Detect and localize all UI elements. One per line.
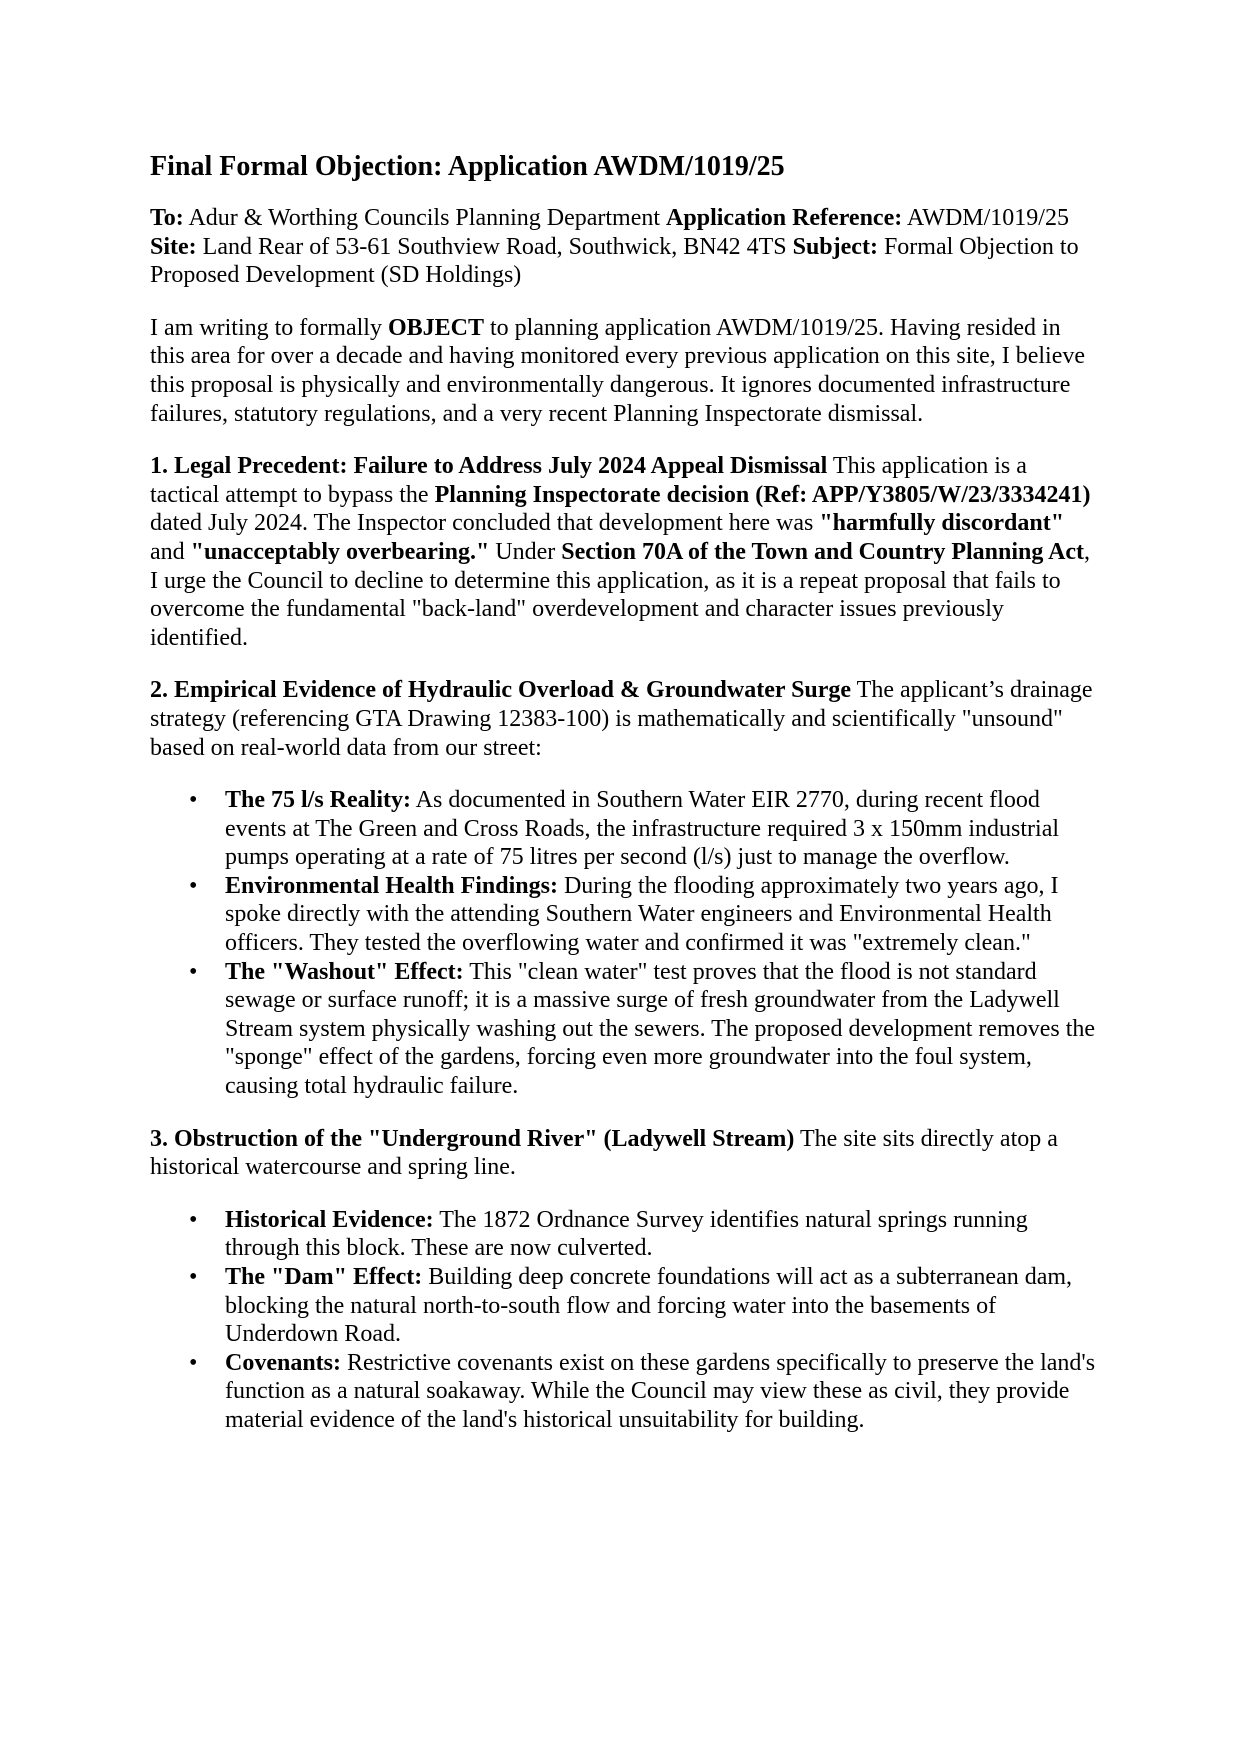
to-value: Adur & Worthing Councils Planning Department [183, 205, 667, 231]
to-label: To: [150, 205, 184, 231]
ref-value: AWDM/1019/25 [902, 205, 1069, 231]
list-item [189, 786, 1100, 872]
list-item [189, 1206, 1100, 1263]
bullet-icon: • [189, 1264, 198, 1290]
section-3-heading: 3. Obstruction of the "Underground River" (Ladywell Stream) [150, 1125, 795, 1152]
list-item-text: The 1872 Ordnance Survey identifies natural springs running through this block. These are now culverted. [225, 1206, 1028, 1262]
list-item-label: Covenants: [225, 1349, 342, 1376]
section-3-text: The site sits directly atop a historical watercourse and spring line. [150, 1125, 1058, 1181]
intro-paragraph [150, 314, 1100, 428]
section-2-paragraph [150, 676, 1100, 762]
section-2-text: The applicant’s drainage strategy (referencing GTA Drawing 12383-100) is mathematically and scientifically "unsound" based on real-world data from our street: [150, 677, 1093, 761]
intro-text-pre: I am writing to formally [150, 314, 388, 341]
section-1-text: This application is a tactical attempt to bypass the [150, 453, 1027, 508]
bullet-icon: • [189, 872, 198, 899]
header-block [150, 204, 1100, 290]
list-item-text: During the flooding approximately two years ago, I spoke directly with the attending Southern Water engineers and Environmental Health officers. They tested the overflowing water and confirmed it was "extremely clean." [225, 872, 1059, 957]
section-1-text: , I urge the Council to decline to determine this application, as it is a repeat proposal that fails to overcome the fundamental "back-land" overdevelopment and character issues previously identified. [150, 538, 1091, 651]
site-value: Land Rear of 53-61 Southview Road, Southwick, BN42 4TS [196, 233, 793, 260]
section-1-paragraph [150, 452, 1100, 652]
section-1-text: Under [489, 538, 562, 565]
list-item-label: Historical Evidence: [225, 1206, 434, 1233]
section-1-bold: "harmfully discordant" [819, 510, 1065, 537]
section-3-list [150, 1206, 1100, 1435]
section-2-heading: 2. Empirical Evidence of Hydraulic Overload & Groundwater Surge [150, 677, 852, 704]
intro-object-bold: OBJECT [387, 314, 484, 341]
ref-label: Application Reference: [666, 205, 903, 231]
subject-label: Subject: [792, 233, 878, 260]
list-item-label: The "Dam" Effect: [225, 1264, 423, 1290]
section-1-heading: 1. Legal Precedent: Failure to Address July 2024 Appeal Dismissal [150, 453, 828, 480]
section-2-list [150, 786, 1100, 1101]
section-1-text: dated July 2024. The Inspector concluded that development here was [150, 510, 820, 537]
bullet-icon: • [189, 958, 198, 985]
section-1-bold: Planning Inspectorate decision (Ref: APP/Y3805/W/23/3334241) [434, 481, 1091, 508]
bullet-icon: • [189, 787, 198, 814]
bullet-icon: • [189, 1206, 198, 1233]
bullet-icon: • [189, 1349, 198, 1376]
list-item [189, 958, 1100, 1101]
section-1-bold: Section 70A of the Town and Country Planning Act [561, 538, 1085, 565]
list-item-label: The 75 l/s Reality: [225, 787, 411, 814]
section-3-paragraph [150, 1125, 1100, 1182]
list-item-text: Restrictive covenants exist on these gardens specifically to preserve the land's function as a natural soakaway. While the Council may view these as civil, they provide material evidence of the land's historical unsuitability for building. [225, 1349, 1096, 1433]
list-item-text: Building deep concrete foundations will act as a subterranean dam, blocking the natural north-to-south flow and forcing water into the basements of Underdown Road. [225, 1264, 1073, 1348]
section-1-bold: "unacceptably overbearing." [190, 538, 490, 565]
subject-value: Formal Objection to Proposed Development (SD Holdings) [150, 233, 1079, 289]
section-1-text: and [150, 538, 191, 565]
list-item-text: As documented in Southern Water EIR 2770, during recent flood events at The Green and Cross Roads, the infrastructure required 3 x 150mm industrial pumps operating at a rate of 75 litres per second (l/s) just to manage the overflow. [225, 787, 1060, 871]
intro-text-post: to planning application AWDM/1019/25. Having resided in this area for over a decade and having monitored every previous application on this site, I believe this proposal is physically and environmentally dangerous. It ignores documented infrastructure failures, statutory regulations, and a very recent Planning Inspectorate dismissal. [150, 314, 1086, 427]
list-item-label: Environmental Health Findings: [225, 872, 558, 899]
list-item-text: This "clean water" test proves that the flood is not standard sewage or surface runoff; it is a massive surge of fresh groundwater from the Ladywell Stream system physically washing out the sewers. The proposed development removes the "sponge" effect of the gardens, forcing even more groundwater into the foul system, causing total hydraulic failure. [225, 958, 1096, 1100]
document-title: Final Formal Objection: Application AWDM/1019/25 [150, 151, 785, 182]
list-item [189, 872, 1100, 958]
list-item-label: The "Washout" Effect: [225, 958, 464, 985]
list-item [189, 1263, 1100, 1349]
list-item [189, 1349, 1100, 1435]
document-page [150, 150, 1100, 1459]
site-label: Site: [150, 233, 197, 260]
